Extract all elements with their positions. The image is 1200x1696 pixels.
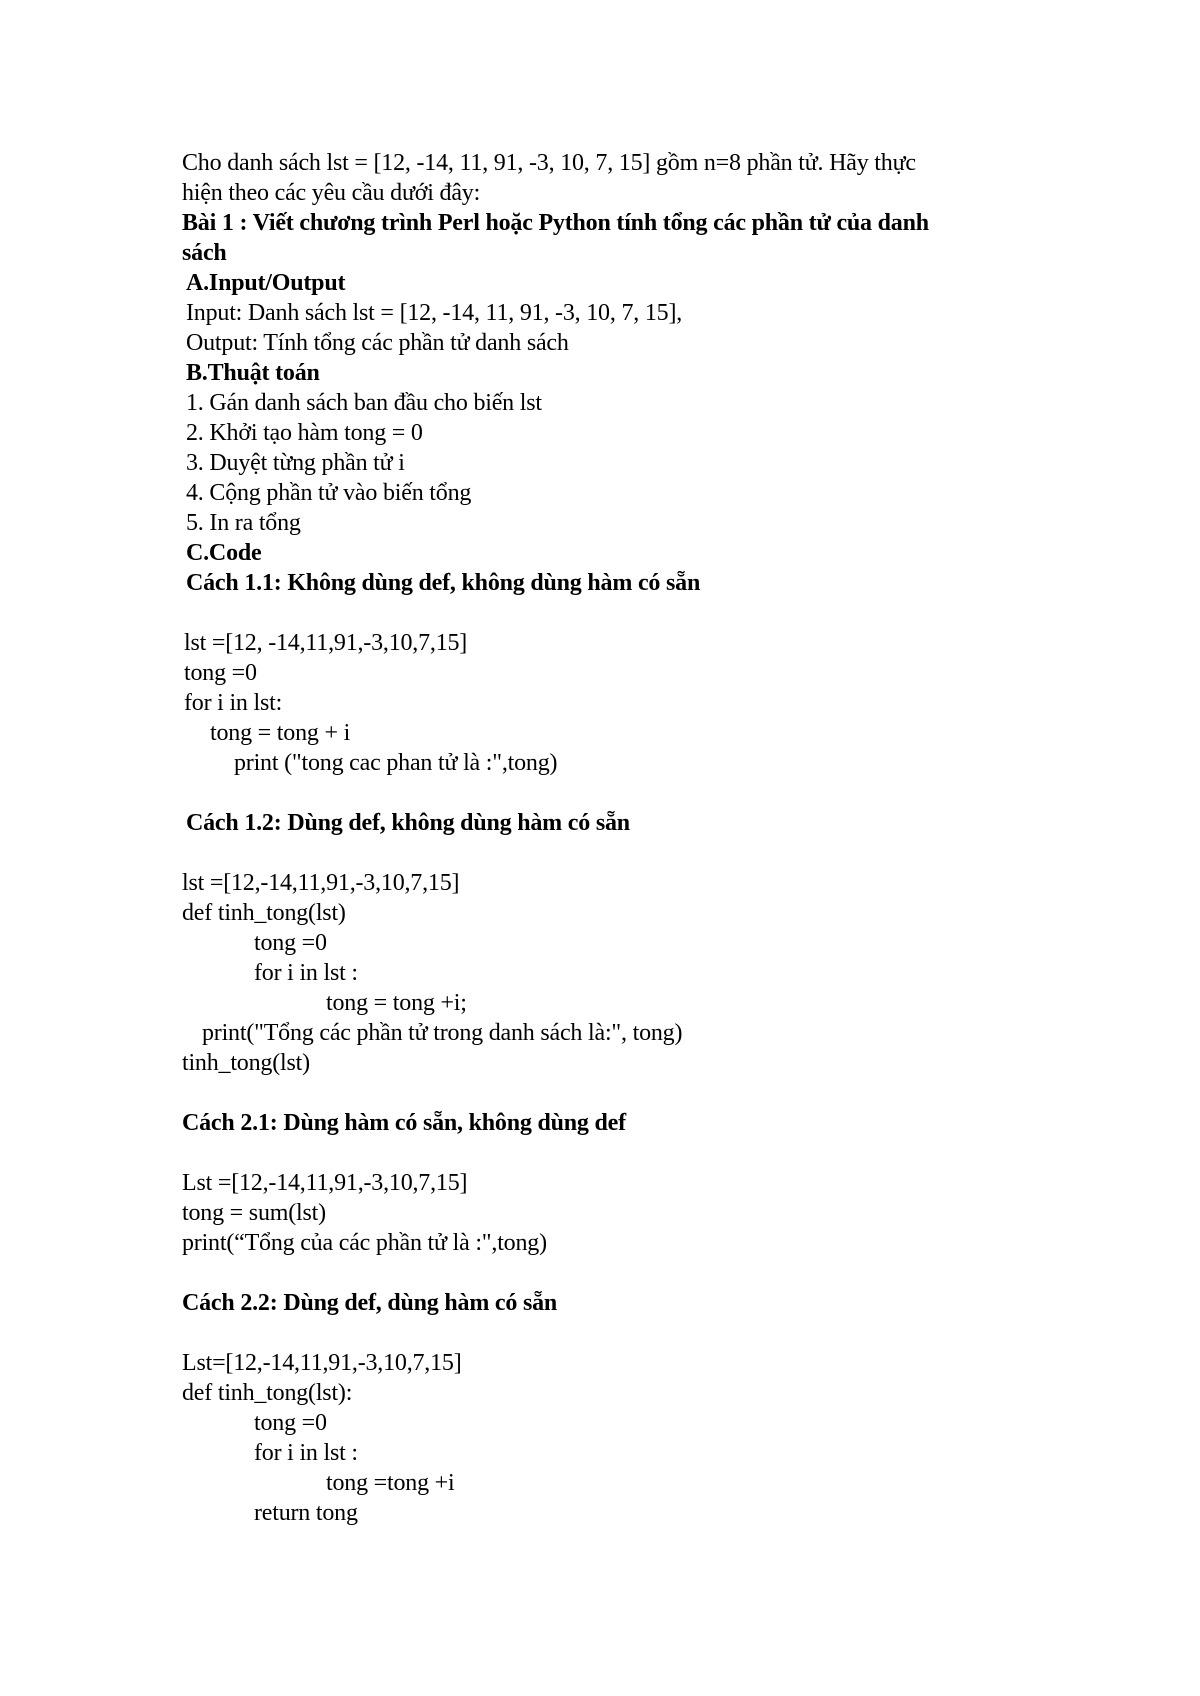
code-line: for i in lst : [254, 960, 358, 986]
exercise-title-line-2: sách [182, 240, 227, 266]
method-1-2-title: Cách 1.2: Dùng def, không dùng hàm có sẵn [186, 810, 630, 836]
code-line: def tinh_tong(lst): [182, 1380, 353, 1406]
exercise-title-line-1: Bài 1 : Viết chương trình Perl hoặc Python tính tổng các phần tử của danh [182, 210, 929, 236]
code-line: return tong [254, 1500, 358, 1526]
method-1-1-title: Cách 1.1: Không dùng def, không dùng hàm có sẵn [186, 570, 701, 596]
algorithm-step: 5. In ra tổng [186, 510, 301, 536]
intro-line-2: hiện theo các yêu cầu dưới đây: [182, 180, 481, 206]
code-line: tong = tong +i; [326, 990, 467, 1016]
code-line: tong = sum(lst) [182, 1200, 326, 1226]
method-2-2-title: Cách 2.2: Dùng def, dùng hàm có sẵn [182, 1290, 558, 1316]
code-line: Lst =[12,-14,11,91,-3,10,7,15] [182, 1170, 468, 1196]
code-line: lst =[12, -14,11,91,-3,10,7,15] [184, 630, 468, 656]
code-line: print("Tổng các phần tử trong danh sách là:", tong) [202, 1020, 683, 1046]
code-line: tinh_tong(lst) [182, 1050, 310, 1076]
code-line: tong =0 [254, 930, 327, 956]
algorithm-step: 1. Gán danh sách ban đầu cho biến lst [186, 390, 542, 416]
code-line: print ("tong cac phan tử là :",tong) [234, 750, 558, 776]
section-b-heading: B.Thuật toán [186, 360, 320, 386]
code-line: def tinh_tong(lst) [182, 900, 346, 926]
code-line: tong =tong +i [326, 1470, 455, 1496]
code-line: for i in lst : [254, 1440, 358, 1466]
algorithm-step: 2. Khởi tạo hàm tong = 0 [186, 420, 423, 446]
code-line: lst =[12,-14,11,91,-3,10,7,15] [182, 870, 460, 896]
section-a-input: Input: Danh sách lst = [12, -14, 11, 91, -3, 10, 7, 15], [186, 300, 683, 326]
code-line: for i in lst: [184, 690, 283, 716]
code-line: print(“Tổng của các phần tử là :",tong) [182, 1230, 547, 1256]
code-line: tong = tong + i [210, 720, 351, 746]
algorithm-step: 3. Duyệt từng phần tử i [186, 450, 405, 476]
section-a-heading: A.Input/Output [186, 270, 346, 296]
intro-line-1: Cho danh sách lst = [12, -14, 11, 91, -3, 10, 7, 15] gồm n=8 phần tử. Hãy thực [182, 150, 916, 176]
code-line: Lst=[12,-14,11,91,-3,10,7,15] [182, 1350, 462, 1376]
algorithm-step: 4. Cộng phần tử vào biến tổng [186, 480, 472, 506]
code-line: tong =0 [184, 660, 257, 686]
method-2-1-title: Cách 2.1: Dùng hàm có sẵn, không dùng def [182, 1110, 626, 1136]
section-c-heading: C.Code [186, 540, 262, 566]
section-a-output: Output: Tính tổng các phần tử danh sách [186, 330, 569, 356]
code-line: tong =0 [254, 1410, 327, 1436]
